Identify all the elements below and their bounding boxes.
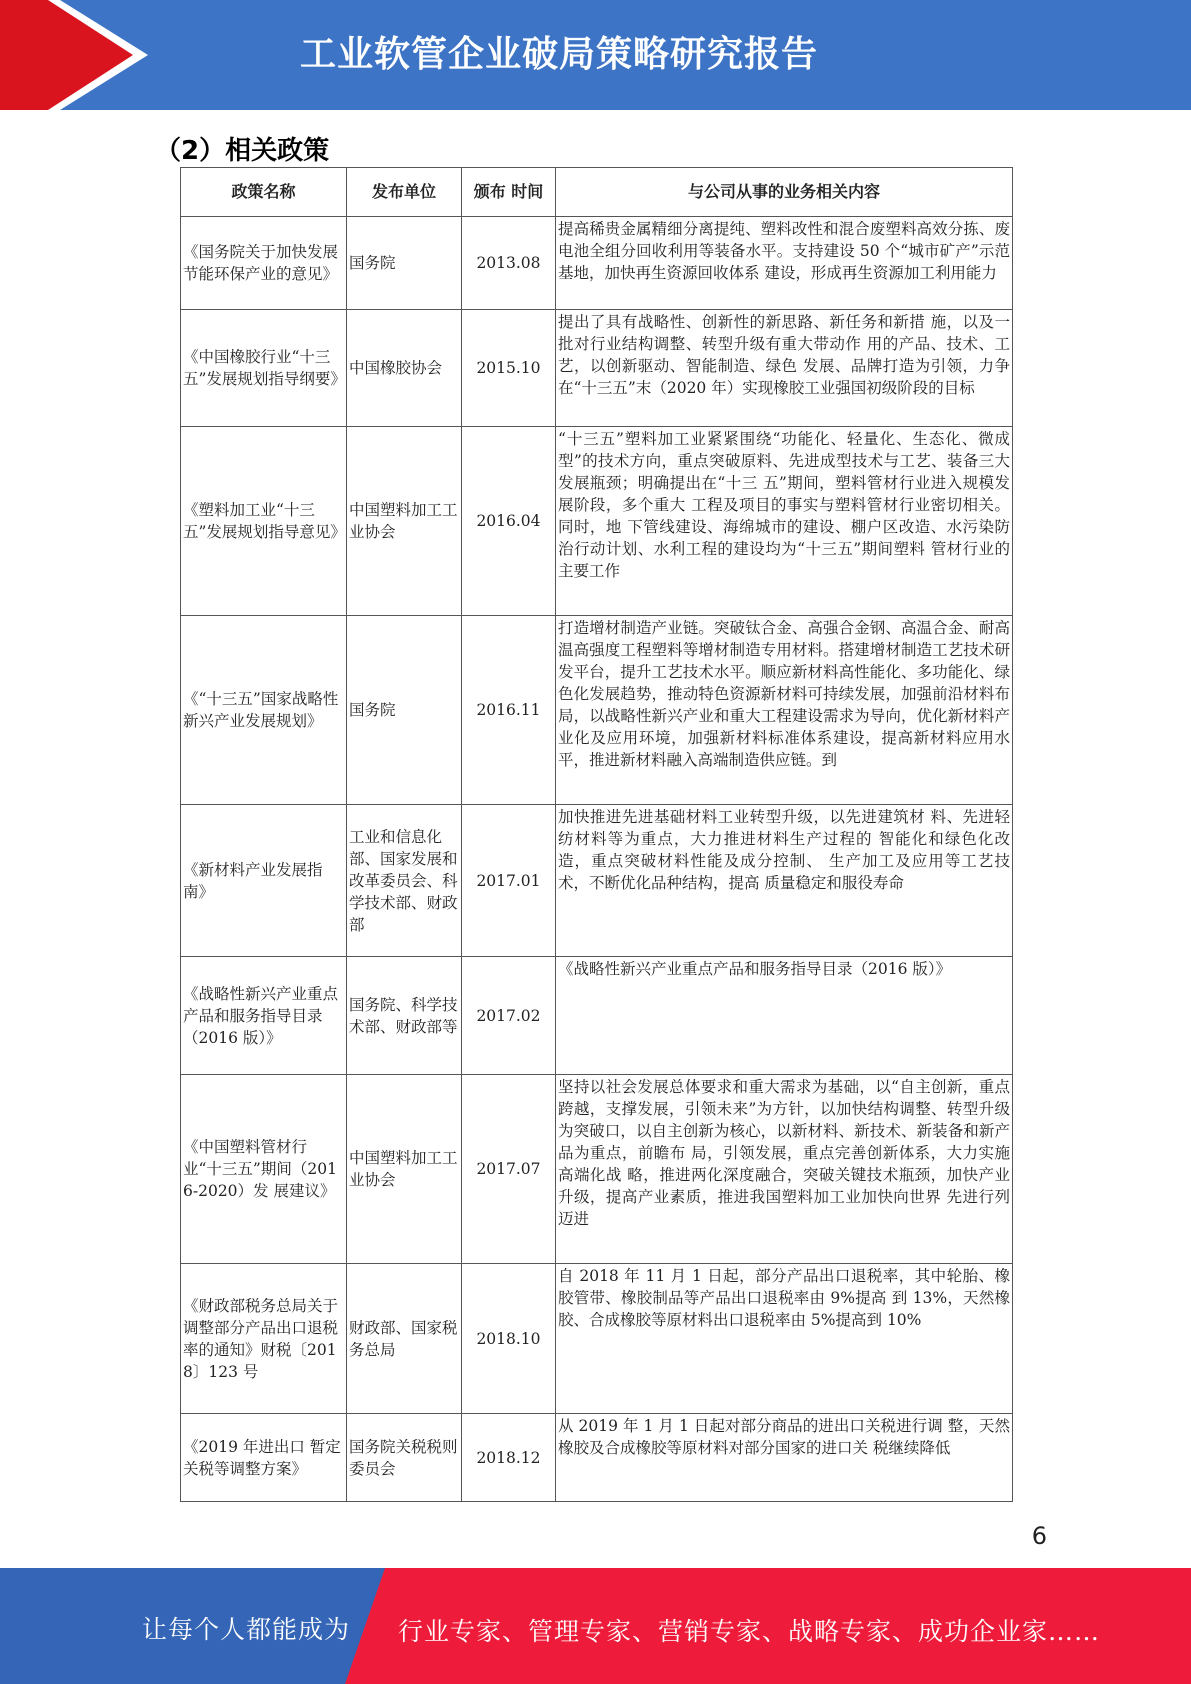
policy-date: 2013.08 xyxy=(462,217,556,310)
policy-name: 《新材料产业发展指南》 xyxy=(181,805,347,957)
policy-date: 2017.01 xyxy=(462,805,556,957)
table-row xyxy=(181,427,1013,616)
policy-content: 加快推进先进基础材料工业转型升级，以先进建筑材 料、先进轻纺材料等为重点，大力推进材料生产过程的 智能化和绿色化改造，重点突破材料性能及成分控制、 生产加工及应用等工艺技术，不断优化品种结构，提高 质量稳定和服役寿命 xyxy=(556,805,1013,957)
policy-content: “十三五”塑料加工业紧紧围绕“功能化、轻量化、生态化、微成型”的技术方向，重点突破原料、先进成型技术与工艺、装备三大发展瓶颈；明确提出在“十三 五”期间，塑料管材行业进入规模发展阶段，多个重大 工程及项目的事实与塑料管材行业密切相关。同时，地 下管线建设、海绵城市的建设、棚户区改造、水污染防 治行动计划、水利工程的建设均为“十三五”期间塑料 管材行业的主要工作 xyxy=(556,427,1013,616)
policy-content: 《战略性新兴产业重点产品和服务指导目录（2016 版）》 xyxy=(556,957,1013,1075)
policy-issuer: 财政部、国家税务总局 xyxy=(347,1264,462,1414)
table-row xyxy=(181,310,1013,427)
policy-date: 2016.11 xyxy=(462,616,556,805)
policy-date: 2017.02 xyxy=(462,957,556,1075)
policy-date: 2016.04 xyxy=(462,427,556,616)
table-row xyxy=(181,805,1013,957)
policy-issuer: 国务院 xyxy=(347,217,462,310)
policy-date: 2018.12 xyxy=(462,1414,556,1502)
report-title: 工业软管企业破局策略研究报告 xyxy=(300,34,819,75)
policy-name: 《国务院关于加快发展节能环保产业的意见》 xyxy=(181,217,347,310)
column-header-content: 与公司从事的业务相关内容 xyxy=(556,168,1013,217)
policy-date: 2017.07 xyxy=(462,1075,556,1264)
table-row xyxy=(181,1264,1013,1414)
page-number: 6 xyxy=(1031,1522,1047,1550)
policy-issuer: 国务院关税税则委员会 xyxy=(347,1414,462,1502)
policy-issuer: 中国橡胶协会 xyxy=(347,310,462,427)
policy-content: 提出了具有战略性、创新性的新思路、新任务和新措 施，以及一批对行业结构调整、转型升级有重大带动作 用的产品、技术、工艺，以创新驱动、智能制造、绿色 发展、品牌打造为引领，力争在“十三五”末（2020 年）实现橡胶工业强国初级阶段的目标 xyxy=(556,310,1013,427)
header-red-chevron xyxy=(0,0,160,110)
policy-issuer: 中国塑料加工工业协会 xyxy=(347,1075,462,1264)
table-row xyxy=(181,616,1013,805)
policy-content: 从 2019 年 1 月 1 日起对部分商品的进出口关税进行调 整，天然橡胶及合成橡胶等原材料对部分国家的进口关 税继续降低 xyxy=(556,1414,1013,1502)
table-row xyxy=(181,1414,1013,1502)
policy-content: 打造增材制造产业链。突破钛合金、高强合金钢、高温合金、耐高温高强度工程塑料等增材制造专用材料。搭建增材制造工艺技术研发平台，提升工艺技术水平。顺应新材料高性能化、多功能化、绿色化发展趋势，推动特色资源新材料可持续发展，加强前沿材料布局，以战略性新兴产业和重大工程建设需求为导向，优化新材料产业化及应用环境，加强新材料标准体系建设，提高新材料应用水平，推进新材料融入高端制造供应链。到 xyxy=(556,616,1013,805)
policy-issuer: 工业和信息化部、国家发展和改革委员会、科学技术部、财政部 xyxy=(347,805,462,957)
policy-table xyxy=(180,167,1013,1502)
footer-slogan-right: 行业专家、管理专家、营销专家、战略专家、成功企业家…… xyxy=(398,1617,1101,1646)
policy-name: 《塑料加工业“十三五”发展规划指导意见》 xyxy=(181,427,347,616)
policy-content: 提高稀贵金属精细分离提纯、塑料改性和混合废塑料高效分拣、废电池全组分回收利用等装备水平。支持建设 50 个“城市矿产”示范基地，加快再生资源回收体系 建设，形成再生资源加工利用能力 xyxy=(556,217,1013,310)
policy-name: 《战略性新兴产业重点产品和服务指导目录（2016 版）》 xyxy=(181,957,347,1075)
policy-name: 《中国橡胶行业“十三五”发展规划指导纲要》 xyxy=(181,310,347,427)
policy-issuer: 国务院 xyxy=(347,616,462,805)
policy-name: 《财政部税务总局关于调整部分产品出口退税率的通知》财税〔2018〕123 号 xyxy=(181,1264,347,1414)
page-footer xyxy=(0,1568,1191,1684)
policy-name: 《“十三五”国家战略性新兴产业发展规划》 xyxy=(181,616,347,805)
column-header-date: 颁布 时间 xyxy=(462,168,556,217)
policy-issuer: 国务院、科学技术部、财政部等 xyxy=(347,957,462,1075)
policy-name: 《2019 年进出口 暂定关税等调整方案》 xyxy=(181,1414,347,1502)
policy-date: 2015.10 xyxy=(462,310,556,427)
column-header-name: 政策名称 xyxy=(181,168,347,217)
table-row xyxy=(181,1075,1013,1264)
page-header xyxy=(0,0,1191,110)
policy-name: 《中国塑料管材行业“十三五”期间（2016-2020）发 展建议》 xyxy=(181,1075,347,1264)
footer-slogan-left: 让每个人都能成为 xyxy=(142,1615,351,1644)
table-row xyxy=(181,957,1013,1075)
policy-content: 坚持以社会发展总体要求和重大需求为基础，以“自主创新，重点跨越，支撑发展，引领未来”为方针，以加快结构调整、转型升级为突破口，以自主创新为核心，以新材料、新技术、新装备和新产品为重点，前瞻布 局，引领发展，重点完善创新体系，大力实施高端化战 略，推进两化深度融合，突破关键技术瓶颈，加快产业 升级，提高产业素质，推进我国塑料加工业加快向世界 先进行列迈进 xyxy=(556,1075,1013,1264)
policy-content: 自 2018 年 11 月 1 日起，部分产品出口退税率，其中轮胎、橡胶管带、橡胶制品等产品出口退税率由 9%提高 到 13%，天然橡胶、合成橡胶等原材料出口退税率由 5%提高到 10% xyxy=(556,1264,1013,1414)
section-title: （2）相关政策 xyxy=(155,136,330,166)
table-row xyxy=(181,217,1013,310)
table-header-row xyxy=(181,168,1013,217)
policy-date: 2018.10 xyxy=(462,1264,556,1414)
policy-issuer: 中国塑料加工工业协会 xyxy=(347,427,462,616)
column-header-issuer: 发布单位 xyxy=(347,168,462,217)
